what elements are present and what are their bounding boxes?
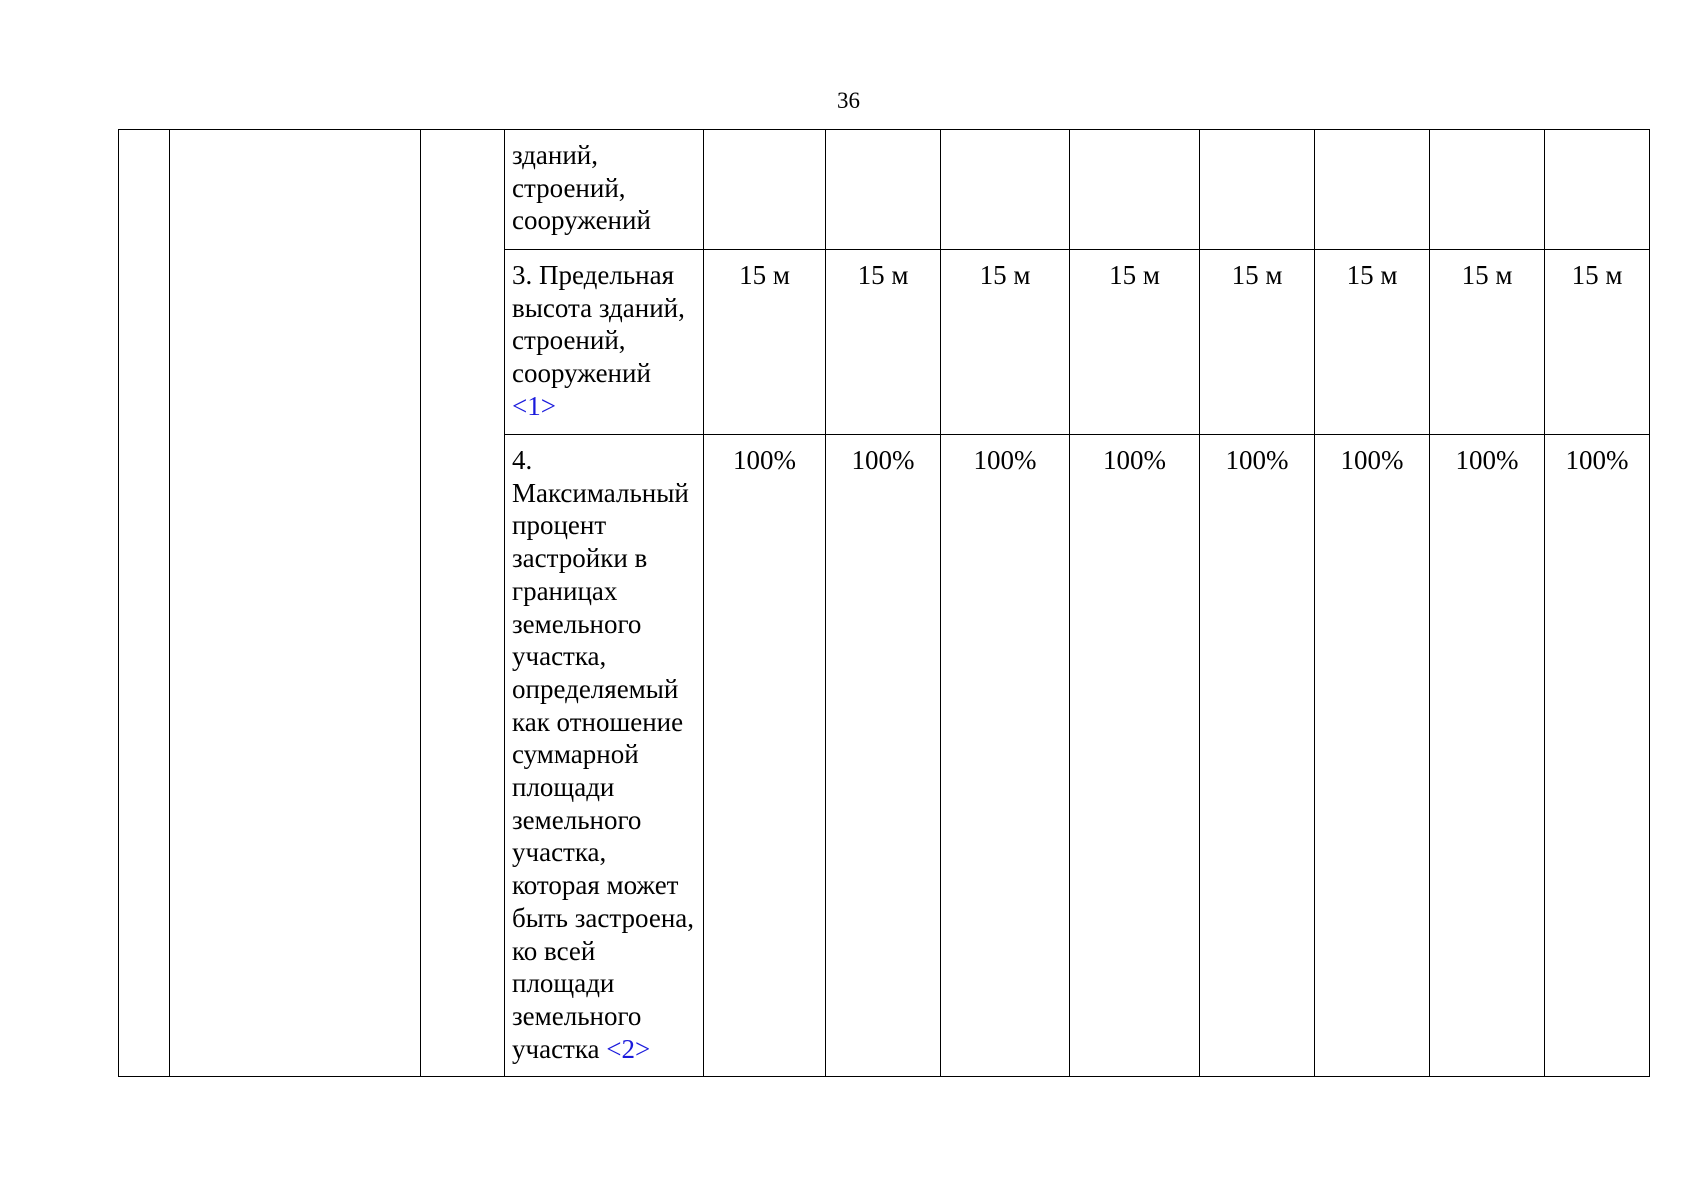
value-cell: 100% [1545,435,1650,1077]
value-cell: 15 м [1070,250,1200,435]
value-cell [1070,130,1200,250]
value-cell: 15 м [941,250,1070,435]
value-cell [1430,130,1545,250]
parameter-text: зданий, строений, сооружений [512,140,651,236]
empty-cell-zone [170,130,421,1077]
value-cell [1315,130,1430,250]
value-cell [826,130,941,250]
parameter-cell [505,435,704,1077]
parameter-cell [505,130,704,250]
value-cell: 15 м [1315,250,1430,435]
value-cell: 100% [1070,435,1200,1077]
value-cell: 15 м [1545,250,1650,435]
value-cell [704,130,826,250]
empty-cell-number [119,130,170,1077]
value-cell: 100% [941,435,1070,1077]
parameter-cell [505,250,704,435]
value-cell: 100% [704,435,826,1077]
footnote-link-2[interactable]: <2> [606,1033,651,1064]
value-cell [1545,130,1650,250]
value-cell: 100% [1315,435,1430,1077]
parameter-text: 3. Предельная высота зданий, строений, сооружений [512,260,685,389]
empty-cell-code [421,130,505,1077]
value-cell: 15 м [1200,250,1315,435]
value-cell: 15 м [826,250,941,435]
value-cell: 100% [826,435,941,1077]
page-number: 36 [837,88,860,113]
table-row [119,130,1650,250]
value-cell: 15 м [704,250,826,435]
value-cell: 15 м [1430,250,1545,435]
footnote-link-1[interactable]: <1> [512,390,556,421]
value-cell [1200,130,1315,250]
value-cell [941,130,1070,250]
parameter-text: 4. Максимальный процент застройки в границах земельного участка, определяемый как отношение суммарной площади земельного участка, которая может быть застроена, ко всей площади земельного участка [512,445,694,1064]
regulations-table [118,129,1650,1077]
value-cell: 100% [1430,435,1545,1077]
value-cell: 100% [1200,435,1315,1077]
